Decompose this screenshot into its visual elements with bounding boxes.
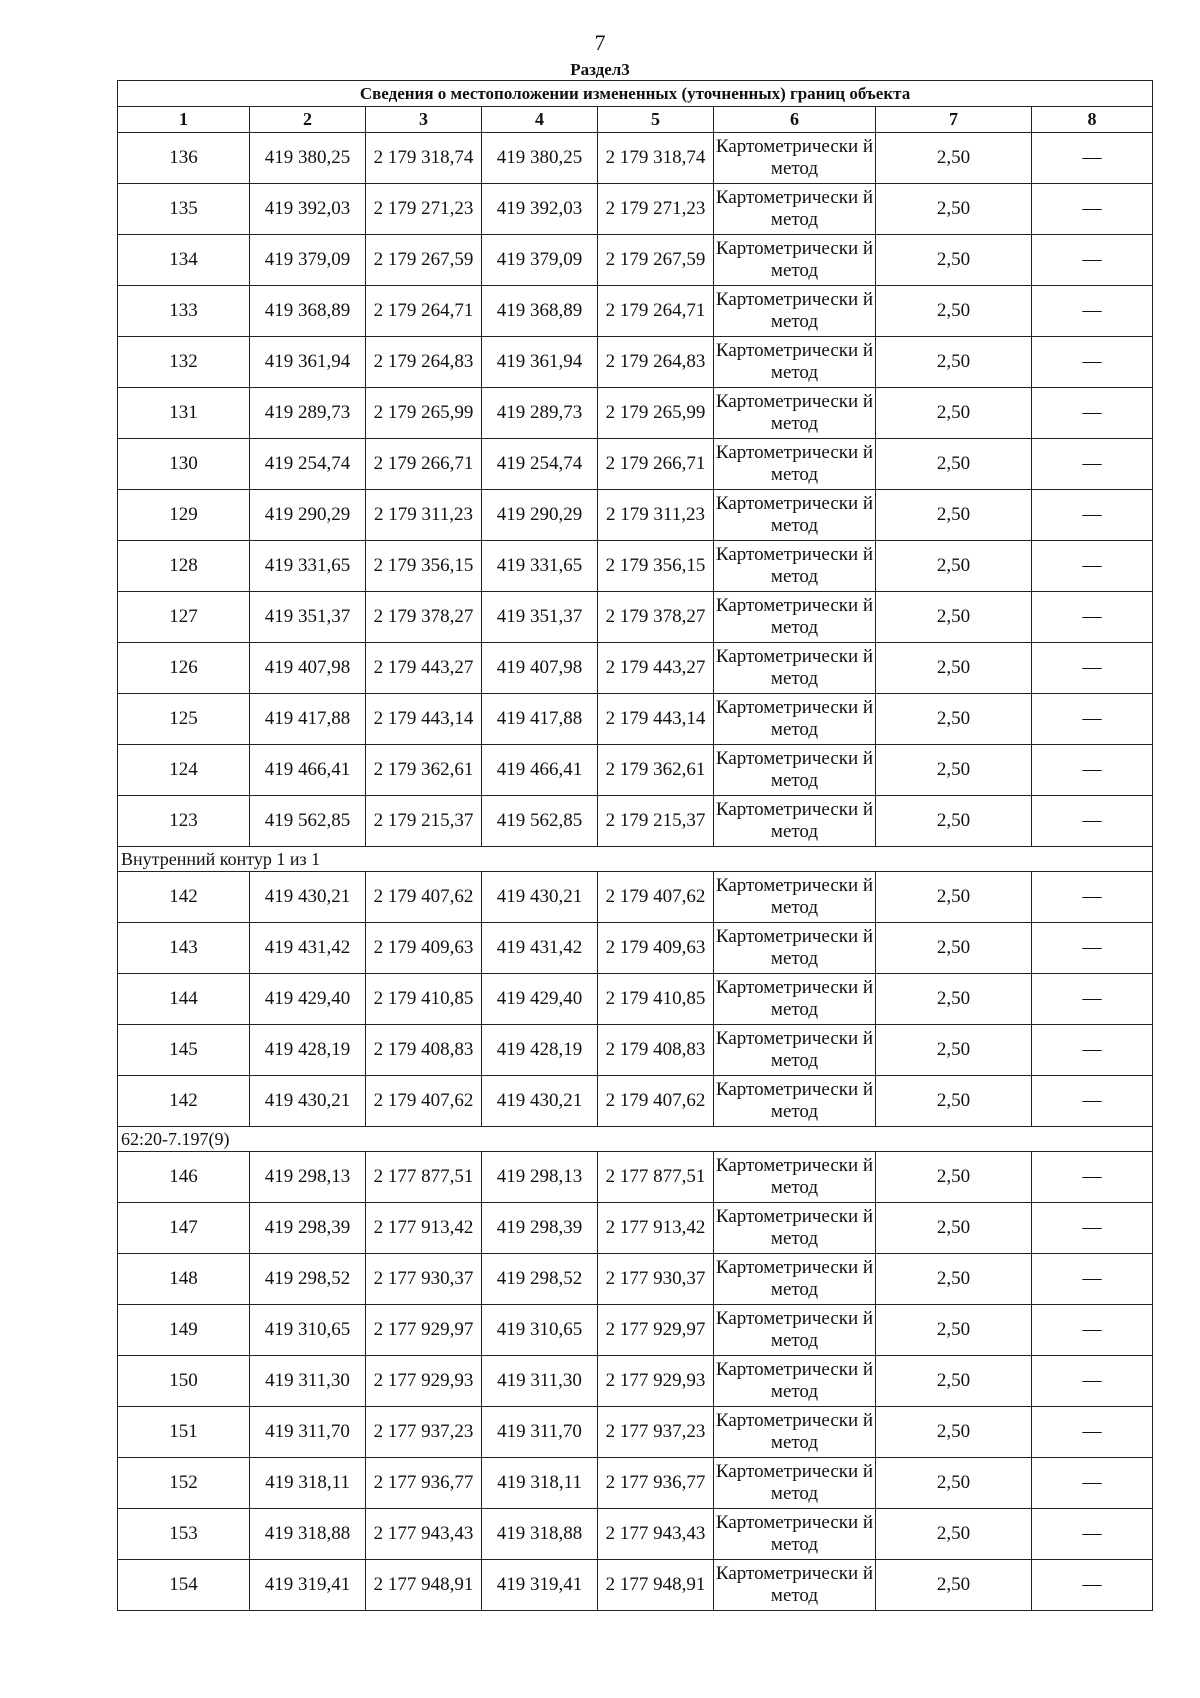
x-coordinate-cell: 419 417,88 xyxy=(250,694,366,745)
point-number-cell: 125 xyxy=(118,694,250,745)
x-coordinate-new-cell: 419 318,11 xyxy=(482,1458,598,1509)
accuracy-cell: 2,50 xyxy=(876,286,1032,337)
x-coordinate-new-cell: 419 289,73 xyxy=(482,388,598,439)
description-cell: — xyxy=(1032,1203,1153,1254)
y-coordinate-new-cell: 2 177 913,42 xyxy=(598,1203,714,1254)
y-coordinate-new-cell: 2 179 271,23 xyxy=(598,184,714,235)
y-coordinate-new-cell: 2 179 378,27 xyxy=(598,592,714,643)
method-cell: Картометрически й метод xyxy=(714,872,876,923)
table-row xyxy=(118,133,1153,184)
description-cell: — xyxy=(1032,745,1153,796)
y-coordinate-new-cell: 2 179 443,27 xyxy=(598,643,714,694)
y-coordinate-cell: 2 179 215,37 xyxy=(366,796,482,847)
y-coordinate-new-cell: 2 179 264,71 xyxy=(598,286,714,337)
description-cell: — xyxy=(1032,872,1153,923)
y-coordinate-new-cell: 2 179 264,83 xyxy=(598,337,714,388)
table-row xyxy=(118,923,1153,974)
table-row xyxy=(118,745,1153,796)
point-number-cell: 133 xyxy=(118,286,250,337)
y-coordinate-new-cell: 2 179 410,85 xyxy=(598,974,714,1025)
accuracy-cell: 2,50 xyxy=(876,1509,1032,1560)
description-cell: — xyxy=(1032,974,1153,1025)
y-coordinate-cell: 2 179 311,23 xyxy=(366,490,482,541)
y-coordinate-new-cell: 2 179 215,37 xyxy=(598,796,714,847)
accuracy-cell: 2,50 xyxy=(876,1407,1032,1458)
accuracy-cell: 2,50 xyxy=(876,592,1032,643)
point-number-cell: 153 xyxy=(118,1509,250,1560)
y-coordinate-new-cell: 2 179 265,99 xyxy=(598,388,714,439)
point-number-cell: 146 xyxy=(118,1152,250,1203)
x-coordinate-new-cell: 419 298,52 xyxy=(482,1254,598,1305)
table-row xyxy=(118,439,1153,490)
x-coordinate-new-cell: 419 380,25 xyxy=(482,133,598,184)
accuracy-cell: 2,50 xyxy=(876,1025,1032,1076)
y-coordinate-cell: 2 179 264,71 xyxy=(366,286,482,337)
x-coordinate-new-cell: 419 254,74 xyxy=(482,439,598,490)
point-number-cell: 123 xyxy=(118,796,250,847)
x-coordinate-cell: 419 298,52 xyxy=(250,1254,366,1305)
y-coordinate-cell: 2 179 408,83 xyxy=(366,1025,482,1076)
method-cell: Картометрически й метод xyxy=(714,1076,876,1127)
accuracy-cell: 2,50 xyxy=(876,1356,1032,1407)
description-cell: — xyxy=(1032,796,1153,847)
method-cell: Картометрически й метод xyxy=(714,1560,876,1611)
x-coordinate-cell: 419 407,98 xyxy=(250,643,366,694)
section-title: Раздел3 xyxy=(570,60,630,79)
x-coordinate-cell: 419 368,89 xyxy=(250,286,366,337)
x-coordinate-cell: 419 379,09 xyxy=(250,235,366,286)
method-cell: Картометрически й метод xyxy=(714,1458,876,1509)
y-coordinate-cell: 2 177 929,93 xyxy=(366,1356,482,1407)
x-coordinate-new-cell: 419 428,19 xyxy=(482,1025,598,1076)
contour-label: Внутренний контур 1 из 1 xyxy=(118,847,1153,872)
method-cell: Картометрически й метод xyxy=(714,541,876,592)
point-number-cell: 127 xyxy=(118,592,250,643)
accuracy-cell: 2,50 xyxy=(876,1560,1032,1611)
description-cell: — xyxy=(1032,1025,1153,1076)
description-cell: — xyxy=(1032,923,1153,974)
x-coordinate-cell: 419 310,65 xyxy=(250,1305,366,1356)
y-coordinate-cell: 2 179 407,62 xyxy=(366,872,482,923)
table-title: Сведения о местоположении измененных (уточненных) границ объекта xyxy=(118,81,1153,107)
accuracy-cell: 2,50 xyxy=(876,694,1032,745)
y-coordinate-new-cell: 2 179 356,15 xyxy=(598,541,714,592)
method-cell: Картометрически й метод xyxy=(714,286,876,337)
point-number-cell: 132 xyxy=(118,337,250,388)
description-cell: — xyxy=(1032,1356,1153,1407)
x-coordinate-cell: 419 298,13 xyxy=(250,1152,366,1203)
y-coordinate-new-cell: 2 177 929,97 xyxy=(598,1305,714,1356)
x-coordinate-new-cell: 419 379,09 xyxy=(482,235,598,286)
y-coordinate-cell: 2 177 943,43 xyxy=(366,1509,482,1560)
y-coordinate-cell: 2 179 362,61 xyxy=(366,745,482,796)
y-coordinate-new-cell: 2 177 936,77 xyxy=(598,1458,714,1509)
x-coordinate-new-cell: 419 298,39 xyxy=(482,1203,598,1254)
table-row xyxy=(118,974,1153,1025)
x-coordinate-cell: 419 289,73 xyxy=(250,388,366,439)
column-number-5: 5 xyxy=(598,107,714,133)
y-coordinate-cell: 2 179 409,63 xyxy=(366,923,482,974)
y-coordinate-cell: 2 179 264,83 xyxy=(366,337,482,388)
y-coordinate-cell: 2 177 930,37 xyxy=(366,1254,482,1305)
accuracy-cell: 2,50 xyxy=(876,388,1032,439)
description-cell: — xyxy=(1032,592,1153,643)
table-row xyxy=(118,1458,1153,1509)
method-cell: Картометрически й метод xyxy=(714,337,876,388)
x-coordinate-cell: 419 361,94 xyxy=(250,337,366,388)
x-coordinate-new-cell: 419 466,41 xyxy=(482,745,598,796)
x-coordinate-new-cell: 419 429,40 xyxy=(482,974,598,1025)
point-number-cell: 124 xyxy=(118,745,250,796)
table-row xyxy=(118,286,1153,337)
table-row xyxy=(118,1152,1153,1203)
column-number-3: 3 xyxy=(366,107,482,133)
page-number: 7 xyxy=(594,30,606,55)
point-number-cell: 142 xyxy=(118,1076,250,1127)
description-cell: — xyxy=(1032,643,1153,694)
point-number-cell: 134 xyxy=(118,235,250,286)
method-cell: Картометрически й метод xyxy=(714,184,876,235)
method-cell: Картометрически й метод xyxy=(714,745,876,796)
description-cell: — xyxy=(1032,235,1153,286)
x-coordinate-cell: 419 298,39 xyxy=(250,1203,366,1254)
point-number-cell: 135 xyxy=(118,184,250,235)
method-cell: Картометрически й метод xyxy=(714,974,876,1025)
accuracy-cell: 2,50 xyxy=(876,1152,1032,1203)
column-number-1: 1 xyxy=(118,107,250,133)
accuracy-cell: 2,50 xyxy=(876,235,1032,286)
x-coordinate-new-cell: 419 361,94 xyxy=(482,337,598,388)
x-coordinate-cell: 419 392,03 xyxy=(250,184,366,235)
y-coordinate-new-cell: 2 179 267,59 xyxy=(598,235,714,286)
x-coordinate-cell: 419 429,40 xyxy=(250,974,366,1025)
point-number-cell: 151 xyxy=(118,1407,250,1458)
y-coordinate-cell: 2 179 407,62 xyxy=(366,1076,482,1127)
y-coordinate-new-cell: 2 177 943,43 xyxy=(598,1509,714,1560)
accuracy-cell: 2,50 xyxy=(876,745,1032,796)
accuracy-cell: 2,50 xyxy=(876,1458,1032,1509)
point-number-cell: 148 xyxy=(118,1254,250,1305)
y-coordinate-cell: 2 179 356,15 xyxy=(366,541,482,592)
y-coordinate-new-cell: 2 179 409,63 xyxy=(598,923,714,974)
x-coordinate-new-cell: 419 351,37 xyxy=(482,592,598,643)
point-number-cell: 129 xyxy=(118,490,250,541)
x-coordinate-new-cell: 419 331,65 xyxy=(482,541,598,592)
x-coordinate-new-cell: 419 392,03 xyxy=(482,184,598,235)
accuracy-cell: 2,50 xyxy=(876,439,1032,490)
description-cell: — xyxy=(1032,388,1153,439)
point-number-cell: 147 xyxy=(118,1203,250,1254)
x-coordinate-cell: 419 428,19 xyxy=(250,1025,366,1076)
column-number-row xyxy=(118,107,1153,133)
point-number-cell: 150 xyxy=(118,1356,250,1407)
y-coordinate-cell: 2 177 913,42 xyxy=(366,1203,482,1254)
description-cell: — xyxy=(1032,286,1153,337)
contour-label-row xyxy=(118,847,1153,872)
y-coordinate-cell: 2 179 378,27 xyxy=(366,592,482,643)
x-coordinate-new-cell: 419 431,42 xyxy=(482,923,598,974)
method-cell: Картометрически й метод xyxy=(714,796,876,847)
table-row xyxy=(118,592,1153,643)
x-coordinate-cell: 419 311,70 xyxy=(250,1407,366,1458)
y-coordinate-cell: 2 179 265,99 xyxy=(366,388,482,439)
table-row xyxy=(118,694,1153,745)
table-row xyxy=(118,337,1153,388)
x-coordinate-cell: 419 254,74 xyxy=(250,439,366,490)
point-number-cell: 154 xyxy=(118,1560,250,1611)
table-row xyxy=(118,184,1153,235)
y-coordinate-new-cell: 2 179 318,74 xyxy=(598,133,714,184)
x-coordinate-new-cell: 419 407,98 xyxy=(482,643,598,694)
accuracy-cell: 2,50 xyxy=(876,541,1032,592)
y-coordinate-new-cell: 2 179 266,71 xyxy=(598,439,714,490)
x-coordinate-new-cell: 419 562,85 xyxy=(482,796,598,847)
method-cell: Картометрически й метод xyxy=(714,490,876,541)
description-cell: — xyxy=(1032,337,1153,388)
description-cell: — xyxy=(1032,1152,1153,1203)
method-cell: Картометрически й метод xyxy=(714,643,876,694)
y-coordinate-new-cell: 2 177 929,93 xyxy=(598,1356,714,1407)
y-coordinate-cell: 2 177 929,97 xyxy=(366,1305,482,1356)
x-coordinate-new-cell: 419 417,88 xyxy=(482,694,598,745)
column-number-2: 2 xyxy=(250,107,366,133)
table-row xyxy=(118,490,1153,541)
x-coordinate-cell: 419 311,30 xyxy=(250,1356,366,1407)
table-row xyxy=(118,1560,1153,1611)
x-coordinate-new-cell: 419 290,29 xyxy=(482,490,598,541)
accuracy-cell: 2,50 xyxy=(876,796,1032,847)
table-row xyxy=(118,1025,1153,1076)
point-number-cell: 144 xyxy=(118,974,250,1025)
x-coordinate-cell: 419 318,11 xyxy=(250,1458,366,1509)
point-number-cell: 126 xyxy=(118,643,250,694)
y-coordinate-cell: 2 179 266,71 xyxy=(366,439,482,490)
y-coordinate-new-cell: 2 179 408,83 xyxy=(598,1025,714,1076)
method-cell: Картометрически й метод xyxy=(714,235,876,286)
accuracy-cell: 2,50 xyxy=(876,337,1032,388)
x-coordinate-cell: 419 430,21 xyxy=(250,1076,366,1127)
y-coordinate-cell: 2 177 937,23 xyxy=(366,1407,482,1458)
accuracy-cell: 2,50 xyxy=(876,133,1032,184)
table-row xyxy=(118,1305,1153,1356)
method-cell: Картометрически й метод xyxy=(714,1203,876,1254)
description-cell: — xyxy=(1032,133,1153,184)
y-coordinate-new-cell: 2 179 407,62 xyxy=(598,872,714,923)
x-coordinate-cell: 419 331,65 xyxy=(250,541,366,592)
x-coordinate-new-cell: 419 310,65 xyxy=(482,1305,598,1356)
accuracy-cell: 2,50 xyxy=(876,1076,1032,1127)
description-cell: — xyxy=(1032,490,1153,541)
x-coordinate-cell: 419 431,42 xyxy=(250,923,366,974)
accuracy-cell: 2,50 xyxy=(876,490,1032,541)
accuracy-cell: 2,50 xyxy=(876,1203,1032,1254)
x-coordinate-cell: 419 562,85 xyxy=(250,796,366,847)
x-coordinate-new-cell: 419 311,70 xyxy=(482,1407,598,1458)
point-number-cell: 130 xyxy=(118,439,250,490)
y-coordinate-new-cell: 2 177 937,23 xyxy=(598,1407,714,1458)
method-cell: Картометрически й метод xyxy=(714,133,876,184)
contour-label-row xyxy=(118,1127,1153,1152)
table-row xyxy=(118,643,1153,694)
y-coordinate-new-cell: 2 177 930,37 xyxy=(598,1254,714,1305)
description-cell: — xyxy=(1032,1407,1153,1458)
description-cell: — xyxy=(1032,184,1153,235)
coordinates-table xyxy=(117,80,1153,1611)
method-cell: Картометрически й метод xyxy=(714,1305,876,1356)
table-row xyxy=(118,796,1153,847)
x-coordinate-new-cell: 419 368,89 xyxy=(482,286,598,337)
x-coordinate-new-cell: 419 298,13 xyxy=(482,1152,598,1203)
y-coordinate-new-cell: 2 179 362,61 xyxy=(598,745,714,796)
y-coordinate-new-cell: 2 179 311,23 xyxy=(598,490,714,541)
method-cell: Картометрически й метод xyxy=(714,592,876,643)
description-cell: — xyxy=(1032,541,1153,592)
table-row xyxy=(118,1203,1153,1254)
accuracy-cell: 2,50 xyxy=(876,643,1032,694)
x-coordinate-cell: 419 380,25 xyxy=(250,133,366,184)
description-cell: — xyxy=(1032,1076,1153,1127)
description-cell: — xyxy=(1032,1509,1153,1560)
x-coordinate-new-cell: 419 319,41 xyxy=(482,1560,598,1611)
point-number-cell: 145 xyxy=(118,1025,250,1076)
y-coordinate-cell: 2 177 948,91 xyxy=(366,1560,482,1611)
method-cell: Картометрически й метод xyxy=(714,923,876,974)
table-row xyxy=(118,388,1153,439)
accuracy-cell: 2,50 xyxy=(876,923,1032,974)
description-cell: — xyxy=(1032,1560,1153,1611)
x-coordinate-new-cell: 419 311,30 xyxy=(482,1356,598,1407)
x-coordinate-cell: 419 466,41 xyxy=(250,745,366,796)
method-cell: Картометрически й метод xyxy=(714,1356,876,1407)
y-coordinate-cell: 2 179 318,74 xyxy=(366,133,482,184)
y-coordinate-cell: 2 179 267,59 xyxy=(366,235,482,286)
table-row xyxy=(118,1509,1153,1560)
description-cell: — xyxy=(1032,1458,1153,1509)
point-number-cell: 143 xyxy=(118,923,250,974)
accuracy-cell: 2,50 xyxy=(876,974,1032,1025)
point-number-cell: 128 xyxy=(118,541,250,592)
column-number-4: 4 xyxy=(482,107,598,133)
accuracy-cell: 2,50 xyxy=(876,1305,1032,1356)
x-coordinate-cell: 419 290,29 xyxy=(250,490,366,541)
x-coordinate-new-cell: 419 430,21 xyxy=(482,872,598,923)
table-row xyxy=(118,1076,1153,1127)
table-row xyxy=(118,1254,1153,1305)
column-number-8: 8 xyxy=(1032,107,1153,133)
method-cell: Картометрически й метод xyxy=(714,1509,876,1560)
table-row xyxy=(118,872,1153,923)
point-number-cell: 152 xyxy=(118,1458,250,1509)
table-body xyxy=(118,133,1153,1611)
x-coordinate-cell: 419 351,37 xyxy=(250,592,366,643)
table-row xyxy=(118,1356,1153,1407)
method-cell: Картометрически й метод xyxy=(714,694,876,745)
y-coordinate-new-cell: 2 177 877,51 xyxy=(598,1152,714,1203)
description-cell: — xyxy=(1032,694,1153,745)
method-cell: Картометрически й метод xyxy=(714,1025,876,1076)
y-coordinate-cell: 2 177 877,51 xyxy=(366,1152,482,1203)
method-cell: Картометрически й метод xyxy=(714,1152,876,1203)
y-coordinate-new-cell: 2 179 443,14 xyxy=(598,694,714,745)
x-coordinate-new-cell: 419 318,88 xyxy=(482,1509,598,1560)
y-coordinate-cell: 2 177 936,77 xyxy=(366,1458,482,1509)
x-coordinate-cell: 419 430,21 xyxy=(250,872,366,923)
column-number-7: 7 xyxy=(876,107,1032,133)
x-coordinate-cell: 419 319,41 xyxy=(250,1560,366,1611)
y-coordinate-new-cell: 2 177 948,91 xyxy=(598,1560,714,1611)
method-cell: Картометрически й метод xyxy=(714,388,876,439)
table-row xyxy=(118,1407,1153,1458)
accuracy-cell: 2,50 xyxy=(876,872,1032,923)
point-number-cell: 149 xyxy=(118,1305,250,1356)
contour-label: 62:20-7.197(9) xyxy=(118,1127,1153,1152)
y-coordinate-cell: 2 179 271,23 xyxy=(366,184,482,235)
description-cell: — xyxy=(1032,1305,1153,1356)
description-cell: — xyxy=(1032,1254,1153,1305)
point-number-cell: 136 xyxy=(118,133,250,184)
point-number-cell: 131 xyxy=(118,388,250,439)
accuracy-cell: 2,50 xyxy=(876,1254,1032,1305)
x-coordinate-cell: 419 318,88 xyxy=(250,1509,366,1560)
table-title-row xyxy=(118,81,1153,107)
description-cell: — xyxy=(1032,439,1153,490)
method-cell: Картометрически й метод xyxy=(714,439,876,490)
table-row xyxy=(118,235,1153,286)
method-cell: Картометрически й метод xyxy=(714,1254,876,1305)
accuracy-cell: 2,50 xyxy=(876,184,1032,235)
x-coordinate-new-cell: 419 430,21 xyxy=(482,1076,598,1127)
table-row xyxy=(118,541,1153,592)
y-coordinate-new-cell: 2 179 407,62 xyxy=(598,1076,714,1127)
y-coordinate-cell: 2 179 443,14 xyxy=(366,694,482,745)
point-number-cell: 142 xyxy=(118,872,250,923)
y-coordinate-cell: 2 179 443,27 xyxy=(366,643,482,694)
y-coordinate-cell: 2 179 410,85 xyxy=(366,974,482,1025)
column-number-6: 6 xyxy=(714,107,876,133)
method-cell: Картометрически й метод xyxy=(714,1407,876,1458)
